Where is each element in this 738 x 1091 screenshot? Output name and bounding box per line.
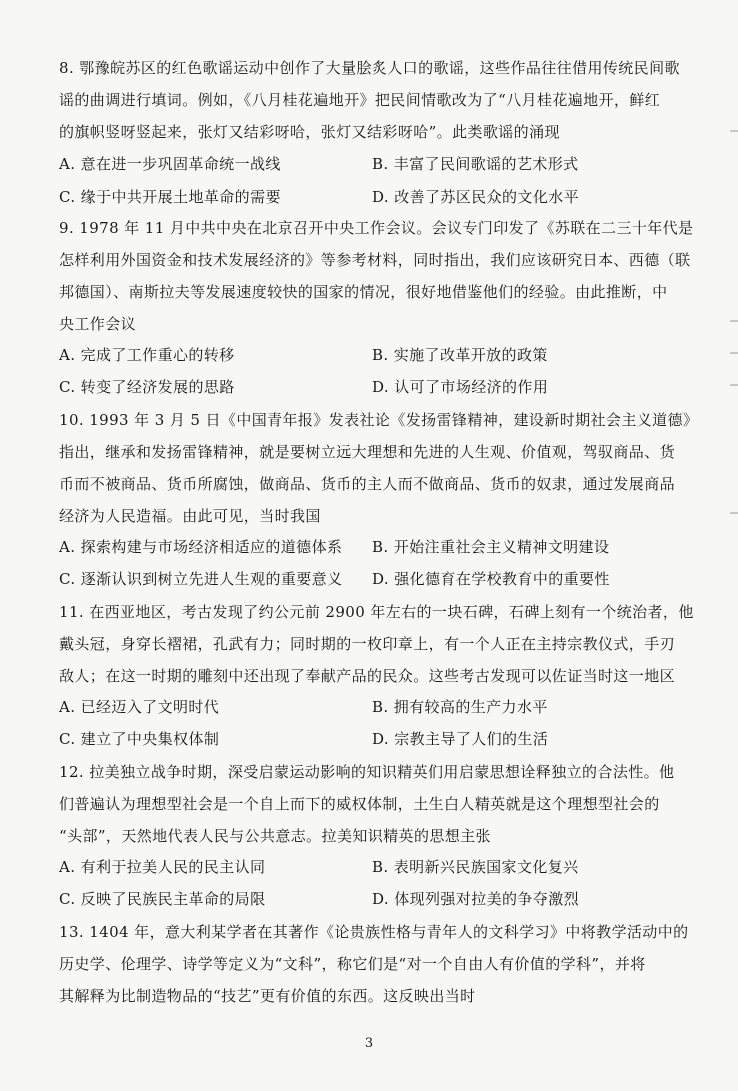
stem-line: 10. 1993 年 3 月 5 日《中国青年报》发表社论《发扬雷锋精神，建设新时期社会主义道德》	[59, 411, 699, 429]
q11-option-d: D. 宗教主导了人们的生活	[372, 730, 549, 748]
stem-line: 敌人；在这一时期的雕刻中还出现了奉献产品的民众。这些考古发现可以佐证当时这一地区	[59, 667, 676, 685]
q8-option-c: C. 缘于中共开展土地革命的需要	[59, 188, 281, 206]
stem-line: “头部”，天然地代表人民与公共意志。拉美知识精英的思想主张	[59, 827, 491, 845]
stem-line: 13. 1404 年，意大利某学者在其著作《论贵族性格与青年人的文科学习》中将教学活动中的	[59, 923, 689, 941]
q8-option-a: A. 意在进一步巩固革命统一战线	[59, 155, 281, 173]
scan-artifact	[730, 512, 738, 514]
page-number: 3	[364, 1036, 374, 1051]
question-9-stem	[59, 212, 699, 340]
q10-option-b: B. 开始注重社会主义精神文明建设	[372, 538, 610, 556]
q8-option-b: B. 丰富了民间歌谣的艺术形式	[372, 155, 579, 173]
q11-option-c: C. 建立了中央集权体制	[59, 730, 220, 748]
stem-line: 央工作会议	[59, 315, 137, 333]
stem-line: 邦德国）、南斯拉夫等发展速度较快的国家的情况，很好地借鉴他们的经验。由此推断，中	[59, 283, 668, 301]
stem-line: 11. 在西亚地区，考古发现了约公元前 2900 年左右的一块石碑，石碑上刻有一个统治者，他	[59, 603, 694, 621]
stem-line: 币而不被商品、货币所腐蚀，做商品、货币的主人而不做商品、货币的奴隶，通过发展商品	[59, 475, 676, 493]
question-13-stem	[59, 916, 699, 1012]
question-8-stem	[59, 52, 699, 148]
q8-option-d: D. 改善了苏区民众的文化水平	[372, 188, 580, 206]
q12-option-d: D. 体现列强对拉美的争夺激烈	[372, 890, 580, 908]
scan-artifact	[730, 130, 738, 132]
q11-option-a: A. 已经迈入了文明时代	[59, 698, 220, 716]
stem-line: 戴头冠，身穿长褶裙，孔武有力；同时期的一枚印章上，有一个人正在主持宗教仪式，手刃	[59, 635, 676, 653]
scan-artifact	[730, 320, 738, 322]
q10-option-d: D. 强化德育在学校教育中的重要性	[372, 570, 610, 588]
scan-artifact	[730, 352, 738, 354]
stem-line: 8. 鄂豫皖苏区的红色歌谣运动中创作了大量脍炙人口的歌谣，这些作品往往借用传统民间歌	[59, 59, 680, 77]
q12-option-c: C. 反映了民族民主革命的局限	[59, 890, 266, 908]
q10-option-c: C. 逐渐认识到树立先进人生观的重要意义	[59, 570, 343, 588]
q9-option-b: B. 实施了改革开放的政策	[372, 346, 548, 364]
stem-line: 们普遍认为理想型社会是一个自上而下的威权体制，土生白人精英就是这个理想型社会的	[59, 795, 660, 813]
q12-option-a: A. 有利于拉美人民的民主认同	[59, 858, 266, 876]
stem-line: 谣的曲调进行填词。例如，《八月桂花遍地开》把民间情歌改为了“八月桂花遍地开，鲜红	[59, 91, 661, 109]
q12-option-b: B. 表明新兴民族国家文化复兴	[372, 858, 579, 876]
question-12-stem	[59, 756, 699, 852]
q10-option-a: A. 探索构建与市场经济相适应的道德体系	[59, 538, 343, 556]
stem-line: 9. 1978 年 11 月中共中央在北京召开中央工作会议。会议专门印发了《苏联在二三十年代是	[59, 219, 694, 237]
question-11-stem	[59, 596, 699, 692]
scan-artifact	[730, 384, 738, 386]
stem-line: 历史学、伦理学、诗学等定义为“文科”，称它们是“对一个自由人有价值的学科”，并将	[59, 955, 646, 973]
question-10-stem	[59, 404, 699, 532]
stem-line: 12. 拉美独立战争时期，深受启蒙运动影响的知识精英们用启蒙思想诠释独立的合法性。他	[59, 763, 675, 781]
q9-option-a: A. 完成了工作重心的转移	[59, 346, 235, 364]
q9-option-c: C. 转变了经济发展的思路	[59, 378, 235, 396]
stem-line: 其解释为比制造物品的“技艺”更有价值的东西。这反映出当时	[59, 987, 476, 1005]
stem-line: 的旗帜竖呀竖起来，张灯又结彩呀哈，张灯又结彩呀哈”。此类歌谣的涌现	[59, 123, 560, 141]
q9-option-d: D. 认可了市场经济的作用	[372, 378, 549, 396]
q11-option-b: B. 拥有较高的生产力水平	[372, 698, 548, 716]
stem-line: 指出，继承和发扬雷锋精神，就是要树立远大理想和先进的人生观、价值观，驾驭商品、货	[59, 443, 676, 461]
stem-line: 怎样利用外国资金和技术发展经济的》等参考材料，同时指出，我们应该研究日本、西德（联	[59, 251, 691, 269]
stem-line: 经济为人民造福。由此可见，当时我国	[59, 507, 321, 525]
